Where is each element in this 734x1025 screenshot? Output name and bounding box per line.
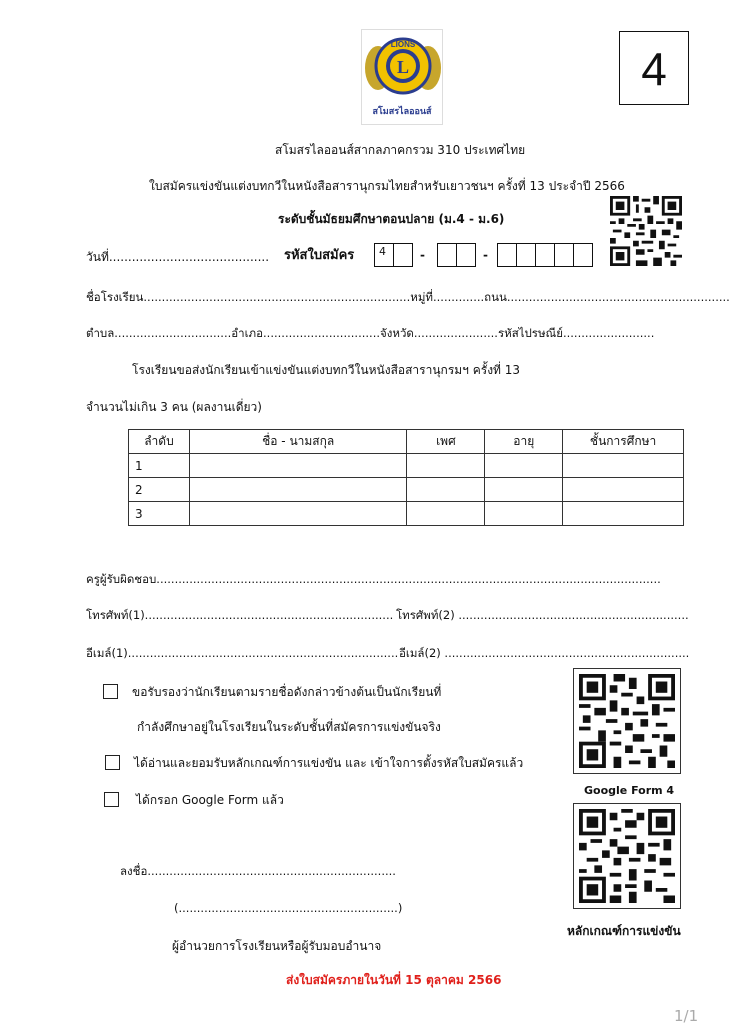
phone-1-field[interactable]: โทรศัพท์(1).................................................................... <box>86 608 394 622</box>
col-header-gender: เพศ <box>407 430 485 454</box>
logo-caption: สโมสรไลออนส์ <box>372 107 432 117</box>
certify-students-checkbox[interactable] <box>103 684 118 699</box>
page-number-box <box>619 31 689 105</box>
qr-code-rules[interactable] <box>573 803 681 909</box>
lions-emblem-icon <box>363 32 443 104</box>
gender-cell[interactable] <box>407 454 485 478</box>
code-box-2b[interactable] <box>456 243 476 267</box>
printed-name-field[interactable]: (............................................................) <box>174 901 403 915</box>
code-box-3b[interactable] <box>516 243 536 267</box>
col-header-name: ชื่อ - นามสกุล <box>189 430 407 454</box>
date-field[interactable]: วันที่.......................................... <box>86 250 270 264</box>
application-code-label: รหัสใบสมัคร <box>284 248 355 263</box>
district-province-line[interactable]: ตำบล................................อำเภอ................................จังหวัด.......................รหัสไปรษณีย์......................... <box>86 326 655 340</box>
svg-text:L: L <box>396 57 410 77</box>
name-cell[interactable] <box>189 478 407 502</box>
age-cell[interactable] <box>485 478 563 502</box>
code-prefix-value: 4 <box>379 245 386 258</box>
row-number: 2 <box>129 478 190 502</box>
level-heading: ระดับชั้นมัธยมศึกษาตอนปลาย (ม.4 - ม.6) <box>278 212 505 226</box>
col-header-grade: ชั้นการศึกษา <box>563 430 684 454</box>
row-number: 1 <box>129 454 190 478</box>
google-form-done-checkbox[interactable] <box>104 792 119 807</box>
page-counter: 1/1 <box>674 1007 699 1025</box>
code-separator-1: - <box>420 248 425 262</box>
google-form-done-text: ได้กรอก Google Form แล้ว <box>136 793 284 807</box>
certify-students-text-2: กำลังศึกษาอยู่ในโรงเรียนในระดับชั้นที่สมัครการแข่งขันจริง <box>137 720 441 734</box>
code-separator-2: - <box>483 248 488 262</box>
google-form-caption: Google Form 4 <box>584 784 675 797</box>
name-cell[interactable] <box>189 454 407 478</box>
code-box-prefix <box>374 243 394 267</box>
gender-cell[interactable] <box>407 478 485 502</box>
school-address-line[interactable]: ชื่อโรงเรียน.........................................................................หมู่ที่..............ถนน............................................................. <box>86 290 730 304</box>
participant-limit: จำนวนไม่เกิน 3 คน (ผลงานเดี่ยว) <box>86 400 262 414</box>
accept-rules-checkbox[interactable] <box>105 755 120 770</box>
row-number: 3 <box>129 502 190 526</box>
signer-role: ผู้อำนวยการโรงเรียนหรือผู้รับมอบอำนาจ <box>172 939 382 953</box>
phone-2-field[interactable]: โทรศัพท์(2) ............................................................... <box>396 608 689 622</box>
qr-code-top <box>610 196 682 266</box>
email-1-field[interactable]: อีเมล์(1).......................................................................... <box>86 646 399 660</box>
lions-logo <box>361 29 443 125</box>
code-box-1b[interactable] <box>393 243 413 267</box>
code-box-3c[interactable] <box>535 243 555 267</box>
code-box-3e[interactable] <box>573 243 593 267</box>
svg-text:LIONS: LIONS <box>390 40 416 49</box>
name-cell[interactable] <box>189 502 407 526</box>
qr-code-google-form[interactable] <box>573 668 681 774</box>
page-number: 4 <box>641 43 667 95</box>
grade-cell[interactable] <box>563 502 684 526</box>
email-2-field[interactable]: อีเมล์(2) ................................................................... <box>399 646 690 660</box>
qr-code-icon <box>610 196 682 266</box>
form-title: ใบสมัครแข่งขันแต่งบทกวีในหนังสือสารานุกรมไทยสำหรับเยาวชนฯ ครั้งที่ 13 ประจำปี 2566 <box>149 179 625 193</box>
table-header-row <box>129 430 684 454</box>
grade-cell[interactable] <box>563 454 684 478</box>
submission-deadline: ส่งใบสมัครภายในวันที่ 15 ตุลาคม 2566 <box>286 973 502 987</box>
org-heading: สโมสรไลออนส์สากลภาคกรวม 310 ประเทศไทย <box>275 143 526 157</box>
col-header-order: ลำดับ <box>129 430 190 454</box>
col-header-age: อายุ <box>485 430 563 454</box>
submission-statement: โรงเรียนขอส่งนักเรียนเข้าแข่งขันแต่งบทกวีในหนังสือสารานุกรมฯ ครั้งที่ 13 <box>132 363 521 377</box>
code-box-3a[interactable] <box>497 243 517 267</box>
accept-rules-text: ได้อ่านและยอมรับหลักเกณฑ์การแข่งขัน และ เข้าใจการตั้งรหัสใบสมัครแล้ว <box>134 756 524 770</box>
signature-field[interactable]: ลงชื่อ.................................................................... <box>120 864 396 878</box>
gender-cell[interactable] <box>407 502 485 526</box>
rules-caption: หลักเกณฑ์การแข่งขัน <box>567 924 681 938</box>
certify-students-text-1: ขอรับรองว่านักเรียนตามรายชื่อดังกล่าวข้างต้นเป็นนักเรียนที่ <box>132 685 442 699</box>
code-box-3d[interactable] <box>554 243 574 267</box>
grade-cell[interactable] <box>563 478 684 502</box>
qr-code-icon <box>579 809 675 903</box>
table-row <box>129 454 684 478</box>
teacher-in-charge-field[interactable]: ครูผู้รับผิดชอบ.......................................................................................................................................... <box>86 572 661 586</box>
code-box-2a[interactable] <box>437 243 457 267</box>
age-cell[interactable] <box>485 454 563 478</box>
table-row <box>129 502 684 526</box>
age-cell[interactable] <box>485 502 563 526</box>
table-row <box>129 478 684 502</box>
participants-table <box>128 429 684 526</box>
qr-code-icon <box>579 674 675 768</box>
